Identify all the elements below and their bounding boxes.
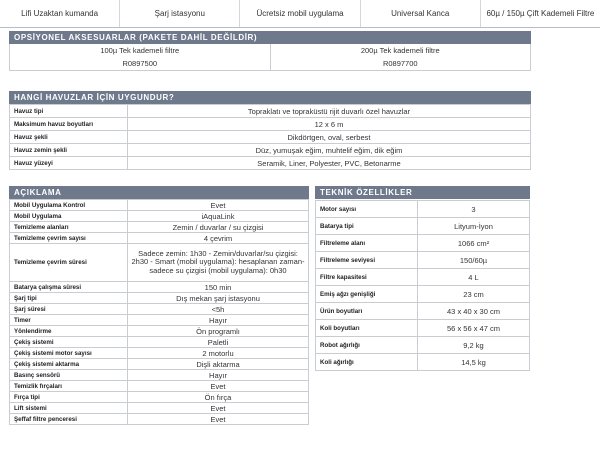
table-row (10, 304, 309, 315)
row-label: Temizleme alanları (10, 222, 128, 233)
row-value: 4 çevrim (128, 233, 309, 244)
feature-cell: Şarj istasyonu (120, 0, 240, 27)
row-value: Evet (128, 403, 309, 414)
feature-row (0, 0, 600, 28)
table-row (10, 131, 531, 144)
table-row (10, 222, 309, 233)
table-row (10, 200, 309, 211)
table-row (316, 235, 530, 252)
row-label: Maksimum havuz boyutları (10, 118, 128, 131)
row-label: Temizlik fırçaları (10, 381, 128, 392)
table-row (10, 414, 309, 425)
row-label: Mobil Uygulama (10, 211, 128, 222)
row-label: Emiş ağzı genişliği (316, 286, 418, 303)
optional-accessories-table (9, 44, 531, 71)
row-value: Lityum-İyon (418, 218, 530, 235)
accessory-name: 100µ Tek kademeli filtre (10, 44, 271, 57)
row-label: Çekiş sistemi motor sayısı (10, 348, 128, 359)
feature-cell: Ücretsiz mobil uygulama (240, 0, 360, 27)
row-label: Şarj süresi (10, 304, 128, 315)
optional-accessories-header: OPSİYONEL AKSESUARLAR (PAKETE DAHİL DEĞİLDİR) (9, 31, 531, 44)
table-row (316, 303, 530, 320)
table-row (316, 269, 530, 286)
row-value: Ön fırça (128, 392, 309, 403)
accessory-code: R0897500 (10, 57, 271, 70)
table-row (10, 105, 531, 118)
row-label: Temizleme çevrim süresi (10, 244, 128, 282)
row-label: Havuz şekli (10, 131, 128, 144)
table-row (10, 381, 309, 392)
table-row (10, 359, 309, 370)
table-row (10, 403, 309, 414)
row-value: Hayır (128, 370, 309, 381)
table-row (10, 326, 309, 337)
row-value: Sadece zemin: 1h30 - Zemin/duvarlar/su çizgisi: 2h30 - Smart (mobil uygulama): hesaplanan zaman- sadece su çizgisi (mobil uygulama): 0h30 (128, 244, 309, 282)
row-label: Koli boyutları (316, 320, 418, 337)
row-label: Timer (10, 315, 128, 326)
row-label: Şeffaf filtre penceresi (10, 414, 128, 425)
feature-cell: Universal Kanca (361, 0, 481, 27)
row-label: Lift sistemi (10, 403, 128, 414)
table-row (316, 201, 530, 218)
table-row (10, 44, 531, 57)
table-row (10, 118, 531, 131)
table-row (10, 211, 309, 222)
table-row (316, 218, 530, 235)
table-row (10, 282, 309, 293)
table-row (10, 315, 309, 326)
table-row (10, 392, 309, 403)
row-value: Evet (128, 381, 309, 392)
accessory-code: R0897700 (270, 57, 531, 70)
row-value: 2 motorlu (128, 348, 309, 359)
row-label: Havuz tipi (10, 105, 128, 118)
row-value: 1066 cm² (418, 235, 530, 252)
row-label: Çekiş sistemi (10, 337, 128, 348)
row-value: 9,2 kg (418, 337, 530, 354)
pools-table (9, 104, 531, 170)
technical-specs-header: TEKNİK ÖZELLİKLER (315, 186, 530, 199)
table-row (316, 320, 530, 337)
row-label: Havuz zemin şekli (10, 144, 128, 157)
table-row (10, 157, 531, 170)
feature-cell: 60µ / 150µ Çift Kademeli Filtre (486, 9, 595, 18)
row-value: 12 x 6 m (128, 118, 531, 131)
technical-specs-table (315, 200, 530, 371)
row-label: Basınç sensörü (10, 370, 128, 381)
row-label: Havuz yüzeyi (10, 157, 128, 170)
row-value: 150 min (128, 282, 309, 293)
row-label: Şarj tipi (10, 293, 128, 304)
row-value: <5h (128, 304, 309, 315)
row-value: Dişli aktarma (128, 359, 309, 370)
accessory-name: 200µ Tek kademeli filtre (270, 44, 531, 57)
table-row (10, 244, 309, 282)
row-value: Zemin / duvarlar / su çizgisi (128, 222, 309, 233)
table-row (316, 354, 530, 371)
row-label: Koli ağırlığı (316, 354, 418, 371)
row-value: Hayır (128, 315, 309, 326)
row-label: Yönlendirme (10, 326, 128, 337)
row-value: Dış mekan şarj istasyonu (128, 293, 309, 304)
table-row (10, 293, 309, 304)
row-label: Mobil Uygulama Kontrol (10, 200, 128, 211)
row-value: Evet (128, 200, 309, 211)
table-row (10, 348, 309, 359)
row-value: 4 L (418, 269, 530, 286)
row-label: Filtreleme alanı (316, 235, 418, 252)
row-value: Topraklatı ve topraküstü rijit duvarlı özel havuzlar (128, 105, 531, 118)
row-value: Dikdörtgen, oval, serbest (128, 131, 531, 144)
row-value: Seramik, Liner, Polyester, PVC, Betonarme (128, 157, 531, 170)
table-row (10, 337, 309, 348)
row-label: Batarya tipi (316, 218, 418, 235)
feature-cell: Lifi Uzaktan kumanda (0, 0, 120, 27)
row-label: Batarya çalışma süresi (10, 282, 128, 293)
table-row (316, 286, 530, 303)
table-row (10, 233, 309, 244)
row-value: 150/60µ (418, 252, 530, 269)
row-value: Paletli (128, 337, 309, 348)
table-row (10, 370, 309, 381)
row-value: 23 cm (418, 286, 530, 303)
table-row (316, 252, 530, 269)
row-label: Filtreleme seviyesi (316, 252, 418, 269)
row-value: 3 (418, 201, 530, 218)
row-value: 14,5 kg (418, 354, 530, 371)
table-row (10, 57, 531, 70)
row-label: Filtre kapasitesi (316, 269, 418, 286)
row-value: Düz, yumuşak eğim, muhtelif eğim, dik eğim (128, 144, 531, 157)
pools-header: HANGİ HAVUZLAR İÇİN UYGUNDUR? (9, 91, 531, 104)
row-value: 43 x 40 x 30 cm (418, 303, 530, 320)
table-row (10, 144, 531, 157)
description-header: AÇIKLAMA (9, 186, 309, 199)
row-label: Fırça tipi (10, 392, 128, 403)
description-table (9, 199, 309, 425)
row-label: Temizleme çevrim sayısı (10, 233, 128, 244)
row-value: 56 x 56 x 47 cm (418, 320, 530, 337)
row-value: iAquaLink (128, 211, 309, 222)
row-value: Ön programlı (128, 326, 309, 337)
row-label: Çekiş sistemi aktarma (10, 359, 128, 370)
row-label: Ürün boyutları (316, 303, 418, 320)
table-row (316, 337, 530, 354)
row-label: Robot ağırlığı (316, 337, 418, 354)
row-label: Motor sayısı (316, 201, 418, 218)
row-value: Evet (128, 414, 309, 425)
